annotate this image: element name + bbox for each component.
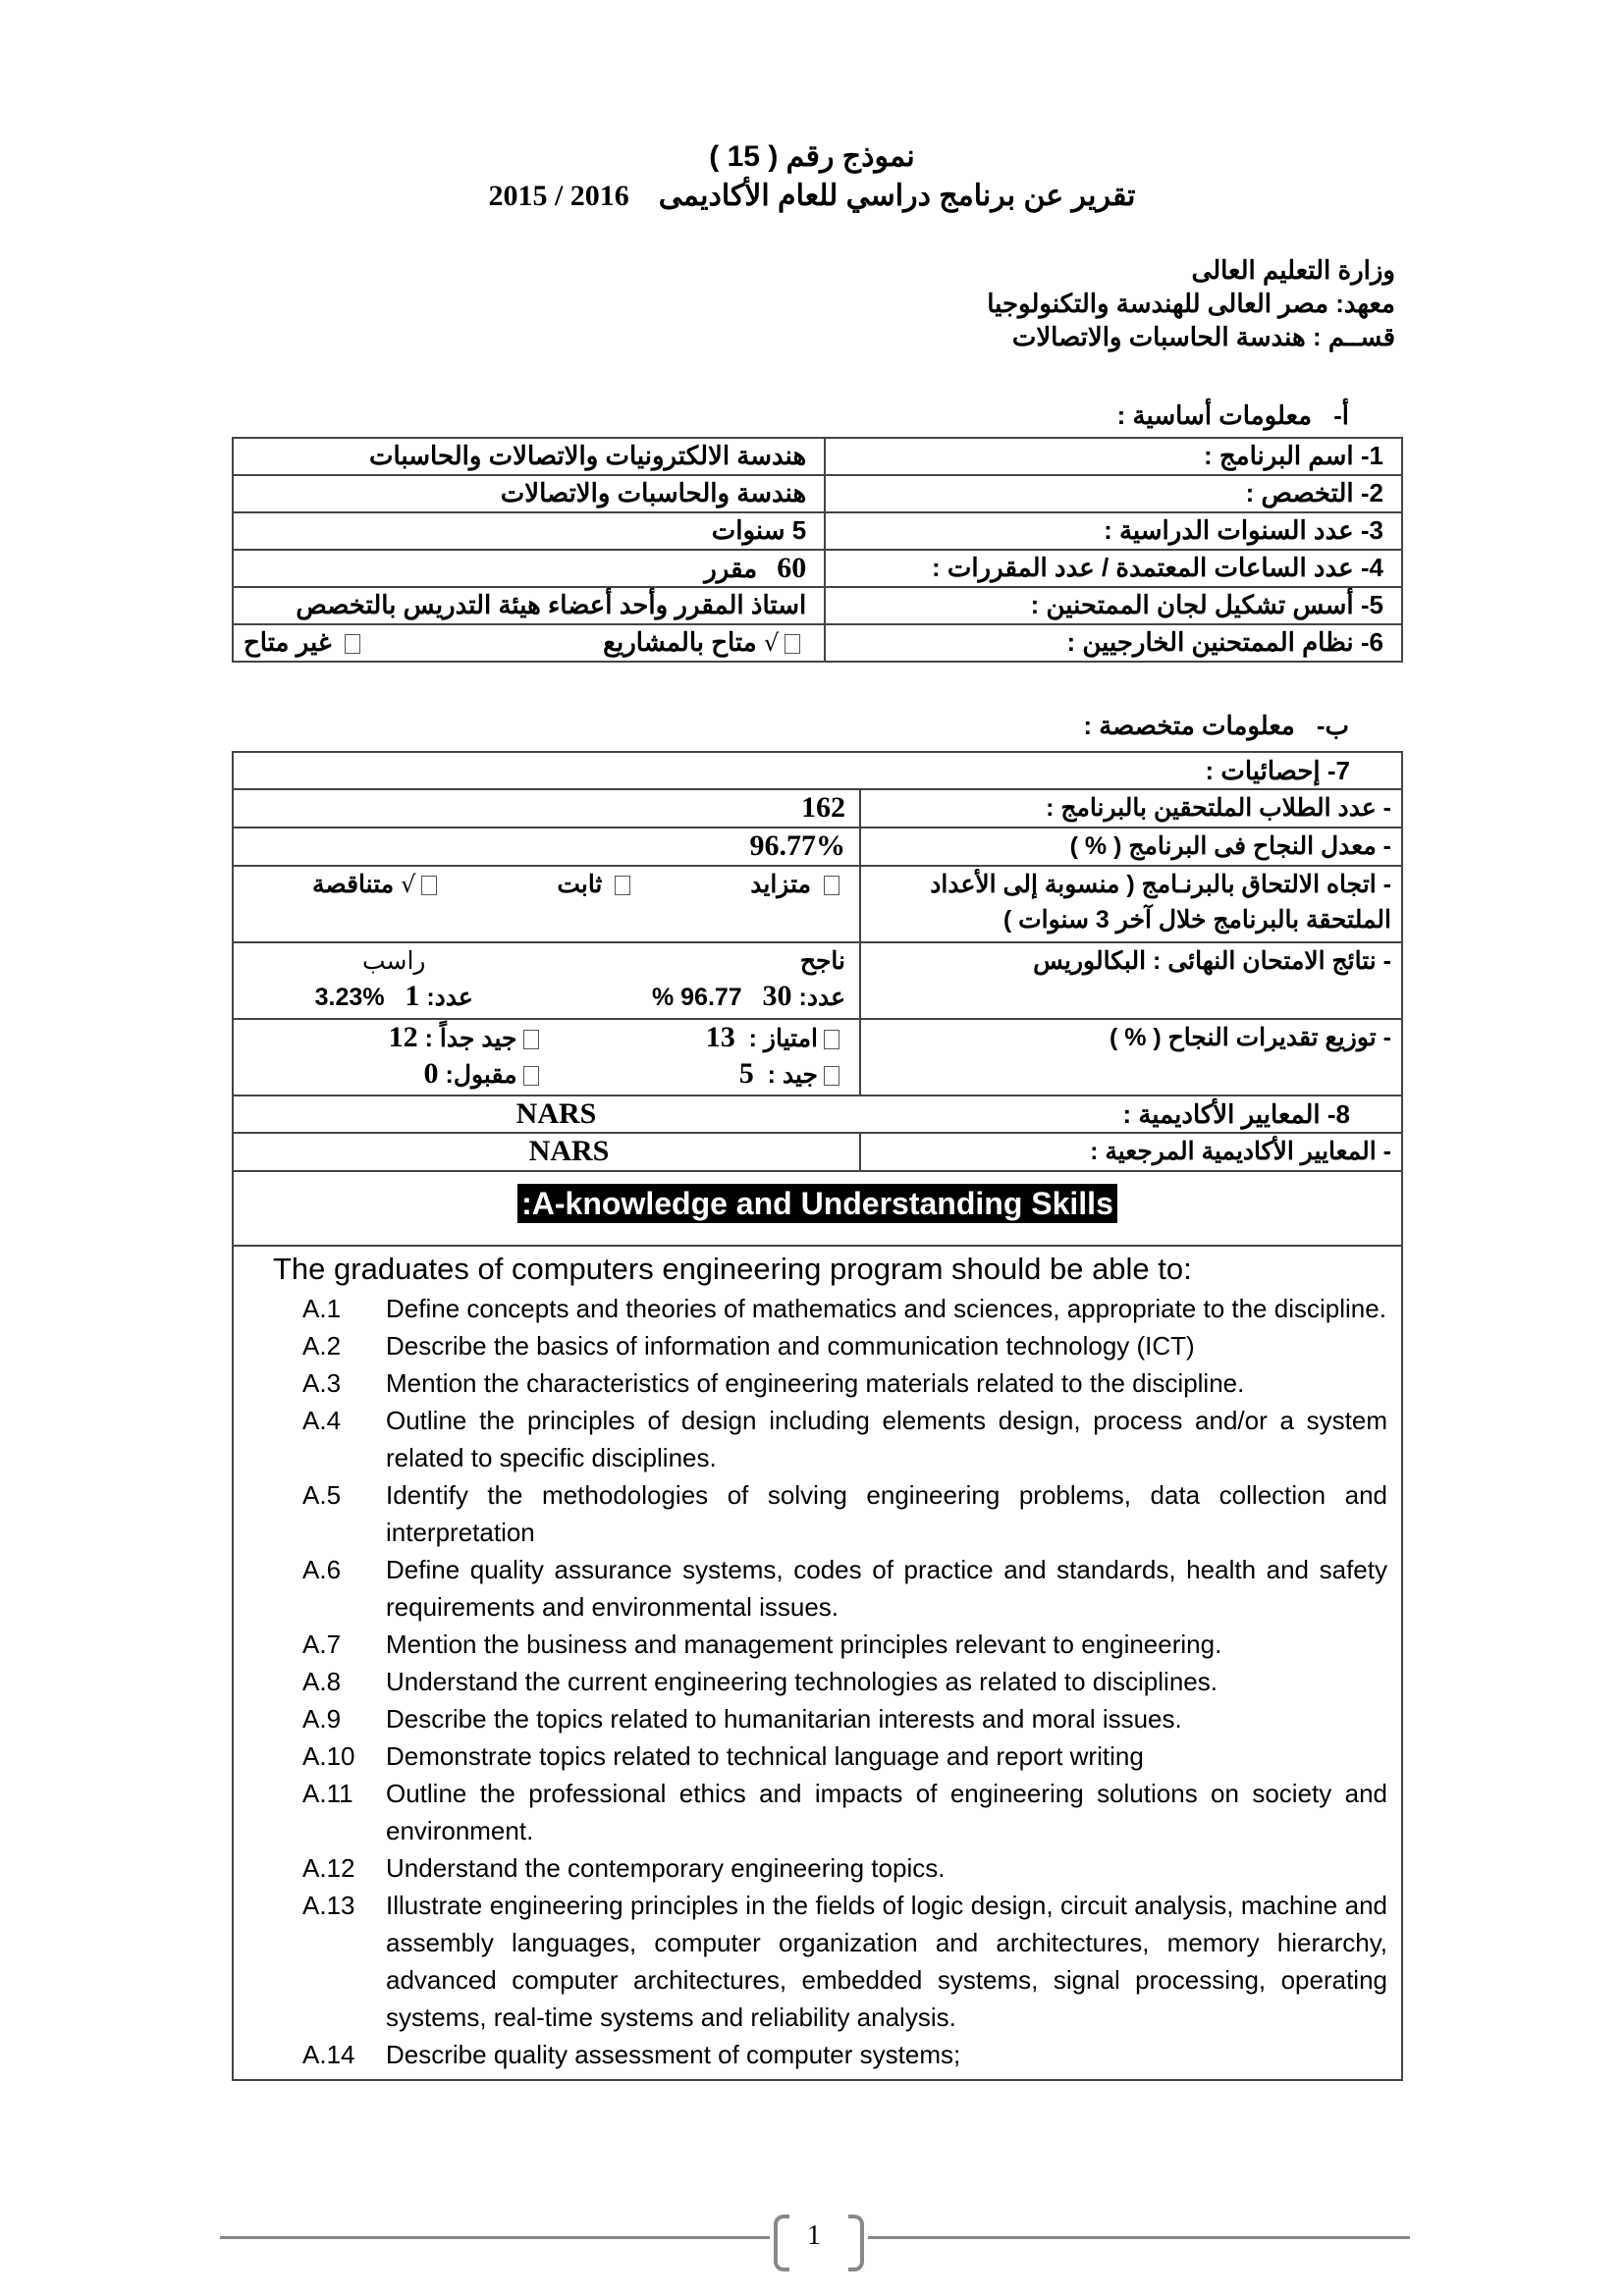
table-row [233, 789, 1402, 828]
program-name-value: هندسة الالكترونيات والاتصالات والحاسبات [233, 438, 825, 475]
standards-label: 8- المعايير الأكاديمية : [1122, 1099, 1350, 1129]
outcome-text: Mention the characteristics of engineering materials related to the discipline. [386, 1368, 1245, 1398]
section-b-title: معلومات متخصصة : [1083, 711, 1295, 740]
outcome-item [273, 1402, 1387, 1476]
failed-title: راسب [361, 947, 426, 975]
failed-count-label: عدد: [426, 984, 473, 1011]
checkbox-checked-icon[interactable] [785, 634, 800, 654]
specialized-info-table [232, 751, 1403, 2081]
enrollment-trend-label: - اتجاه الالتحاق بالبرنـامج ( منسوبة إلى الأعداد الملتحقة بالبرنامج خلال آخر 3 سنوات ) [860, 866, 1402, 942]
enrolled-label: - عدد الطلاب الملتحقين بالبرنامج : [860, 789, 1402, 828]
section-a-letter: أ- [1333, 400, 1349, 430]
grade-very-good [244, 1020, 545, 1056]
failed-column [244, 943, 545, 1015]
external-examiners-label: 6- نظام الممتحنين الخارجيين : [825, 624, 1402, 662]
outcome-code: A.11 [302, 1779, 353, 1808]
trend-option-label: متناقصة [312, 871, 395, 898]
table-row [233, 1133, 1402, 1171]
checkmark-icon: √ [763, 629, 780, 657]
table-row [233, 866, 1402, 942]
examiners-basis-label: 5- أسس تشكيل لجان الممتحنين : [825, 587, 1402, 624]
external-examiners-options [244, 625, 806, 661]
final-exam-results [233, 942, 860, 1019]
checkbox-empty-icon[interactable] [345, 634, 360, 654]
trend-option-label: ثابت [557, 871, 603, 898]
option-available[interactable] [603, 625, 806, 661]
academic-year: 2016 / 2015 [488, 180, 629, 212]
trend-option-decreasing[interactable] [312, 867, 443, 902]
skills-heading: A-knowledge and Understanding Skills: [517, 1184, 1117, 1223]
ref-standards-label: - المعايير الأكاديمية المرجعية : [860, 1133, 1402, 1171]
specialization-label: 2- التخصص : [825, 475, 1402, 512]
passed-title: ناجح [799, 947, 845, 975]
table-row [233, 587, 1402, 624]
section-b-letter: ب- [1316, 711, 1349, 740]
credit-hours-value [233, 550, 825, 587]
outcome-item [273, 1327, 1387, 1364]
section-a-title: معلومات أساسية : [1116, 400, 1313, 430]
table-row [233, 512, 1402, 550]
outcome-code: A.12 [302, 1853, 355, 1883]
table-row [233, 828, 1402, 866]
outcome-code: A.4 [302, 1406, 342, 1435]
form-number: نموذج رقم ( 15 ) [709, 140, 915, 173]
document-title-block [0, 137, 1624, 216]
courses-count: 60 [777, 552, 807, 584]
outcome-text: Understand the current engineering technologies as related to disciplines. [386, 1667, 1218, 1696]
grade-label: امتياز : [748, 1025, 818, 1052]
outcome-code: A.7 [302, 1629, 342, 1659]
grades-distribution-label: - توزيع تقديرات النجاح ( % ) [860, 1019, 1402, 1095]
institute: معهد: مصر العالى للهندسة والتكنولوجيا [987, 289, 1395, 318]
outcome-code: A.1 [302, 1294, 342, 1323]
table-row [233, 752, 1402, 789]
table-row [233, 475, 1402, 512]
outcome-code: A.8 [302, 1667, 342, 1696]
study-years-label: 3- عدد السنوات الدراسية : [825, 512, 1402, 550]
credit-hours-label: 4- عدد الساعات المعتمدة / عدد المقررات : [825, 550, 1402, 587]
outcome-text: Define concepts and theories of mathematics and sciences, appropriate to the discipline. [386, 1294, 1386, 1323]
outcome-item [273, 1737, 1387, 1775]
footer-rule-right [868, 2236, 1410, 2239]
table-row [233, 1095, 1402, 1133]
outcome-code: A.6 [302, 1555, 342, 1584]
checkbox-empty-icon[interactable] [824, 1066, 839, 1086]
grade-label: مقبول: [445, 1061, 517, 1089]
close-bracket-icon [848, 2215, 864, 2271]
ref-standards-value [233, 1133, 860, 1171]
outcome-code: A.9 [302, 1704, 342, 1734]
grade-excellent [545, 1020, 846, 1056]
passed-percent: 96.77 % [651, 984, 742, 1011]
grades-distribution [233, 1019, 860, 1095]
failed-count: 1 [405, 980, 420, 1012]
checkbox-checked-icon[interactable] [421, 876, 437, 895]
checkbox-empty-icon[interactable] [615, 876, 630, 895]
failed-stats [244, 979, 545, 1015]
checkmark-icon: √ [401, 871, 416, 898]
outcome-code: A.10 [302, 1741, 355, 1771]
enrollment-trend-value [233, 866, 860, 942]
grades-row-2 [244, 1056, 845, 1093]
outcome-text: Mention the business and management principles relevant to engineering. [386, 1629, 1222, 1659]
option-unavailable[interactable] [244, 625, 366, 661]
outcome-item [273, 1887, 1387, 2036]
results-columns [244, 943, 845, 1015]
trend-option-stable[interactable] [557, 867, 636, 902]
grade-label: جيد جداً : [424, 1025, 517, 1052]
final-exam-label: - نتائج الامتحان النهائى : البكالوريس [860, 942, 1402, 1019]
grade-value: 5 [738, 1057, 754, 1090]
outcome-item [273, 1476, 1387, 1551]
passed-stats [545, 979, 846, 1015]
pass-rate-value [233, 828, 860, 866]
trend-option-increasing[interactable] [750, 867, 845, 902]
report-title-line [0, 177, 1624, 216]
outcome-item [273, 1290, 1387, 1327]
grade-acceptable [244, 1056, 545, 1093]
open-bracket-icon [774, 2215, 789, 2271]
passed-count-label: عدد: [798, 984, 845, 1011]
trend-options [244, 867, 845, 902]
ministry: وزارة التعليم العالى [1191, 255, 1395, 285]
outcome-text: Define quality assurance systems, codes of practice and standards, health and safety requirements and environmental issues. [386, 1555, 1387, 1622]
outcome-code: A.3 [302, 1368, 342, 1398]
grade-value: 0 [423, 1057, 439, 1090]
outcome-item [273, 1775, 1387, 1849]
trend-option-label: متزايد [750, 871, 812, 898]
failed-percent: %3.23 [314, 984, 385, 1011]
standards-value: NARS [515, 1097, 597, 1130]
page-number: 1 [807, 2220, 821, 2251]
grade-label: جيد : [767, 1061, 818, 1089]
checkbox-empty-icon[interactable] [523, 1030, 539, 1049]
table-row [233, 1246, 1402, 2080]
academic-standards-row [233, 1095, 1402, 1133]
option-available-label: متاح بالمشاريع [603, 627, 757, 657]
outcome-text: Understand the contemporary engineering topics. [386, 1853, 946, 1883]
outcome-item [273, 1849, 1387, 1887]
pass-rate-label: - معدل النجاح فى البرنامج ( % ) [860, 828, 1402, 866]
table-row [233, 1019, 1402, 1095]
page-footer [220, 2209, 1410, 2268]
option-unavailable-label: غير متاح [244, 627, 332, 657]
table-row [233, 1171, 1402, 1246]
outcome-text: Describe the topics related to humanitarian interests and moral issues. [386, 1704, 1182, 1734]
grade-value: 12 [388, 1021, 418, 1053]
checkbox-empty-icon[interactable] [523, 1066, 539, 1086]
outcome-item [273, 1551, 1387, 1626]
outcome-code: A.2 [302, 1331, 342, 1361]
outcome-item [273, 1626, 1387, 1663]
outcome-code: A.14 [302, 2040, 355, 2069]
report-title: تقرير عن برنامج دراسي للعام الأكاديمى [658, 180, 1136, 212]
checkbox-empty-icon[interactable] [824, 1030, 839, 1049]
outcome-text: Illustrate engineering principles in the fields of logic design, circuit analysis, machine and assembly languages, computer organization and architectures, memory hierarchy, advanced computer architectures, embedded systems, signal processing, operating systems, real-time systems and reliability analysis. [386, 1891, 1387, 2032]
enrolled-value [233, 789, 860, 828]
department: قســم : هندسة الحاسبات والاتصالات [1011, 322, 1395, 351]
passed-count: 30 [762, 980, 792, 1012]
outcome-item [273, 2036, 1387, 2073]
enrolled-count: 162 [801, 791, 845, 824]
table-row [233, 550, 1402, 587]
external-examiners-value [233, 624, 825, 662]
outcome-item [273, 1700, 1387, 1737]
outcome-text: Identify the methodologies of solving engineering problems, data collection and interpretation [386, 1480, 1387, 1547]
outcome-item [273, 1663, 1387, 1700]
outcome-code: A.5 [302, 1480, 342, 1510]
outcome-item [273, 1364, 1387, 1402]
skills-heading-cell [233, 1171, 1402, 1246]
footer-rule-left [220, 2236, 770, 2239]
outcome-text: Outline the principles of design including elements design, process and/or a system related to specific disciplines. [386, 1406, 1387, 1472]
checkbox-empty-icon[interactable] [824, 876, 839, 895]
study-years-value: 5 سنوات [233, 512, 825, 550]
institution-info [987, 253, 1395, 353]
outcome-code: A.13 [302, 1891, 355, 1920]
outcome-text: Demonstrate topics related to technical language and report writing [386, 1741, 1144, 1771]
ref-standards: NARS [528, 1135, 610, 1167]
section-a-heading [1117, 400, 1349, 431]
program-name-label: 1- اسم البرنامج : [825, 438, 1402, 475]
examiners-basis-value: استاذ المقرر وأحد أعضاء هيئة التدريس بالتخصص [233, 587, 825, 624]
outcomes-intro: The graduates of computers engineering program should be able to: [273, 1252, 1192, 1286]
passed-column [545, 943, 846, 1015]
table-row [233, 438, 1402, 475]
table-row [233, 942, 1402, 1019]
specialization-value: هندسة والحاسبات والاتصالات [233, 475, 825, 512]
outcome-text: Describe quality assessment of computer systems; [386, 2040, 961, 2069]
grade-good [545, 1056, 846, 1093]
outcome-text: Describe the basics of information and communication technology (ICT) [386, 1331, 1195, 1361]
pass-rate: 96.77% [749, 829, 845, 862]
statistics-heading: 7- إحصائيات : [233, 752, 1402, 789]
learning-outcomes-cell [233, 1246, 1402, 2080]
courses-unit: مقرر [704, 554, 758, 583]
grade-value: 13 [705, 1021, 735, 1053]
outcome-text: Outline the professional ethics and impacts of engineering solutions on society and environment. [386, 1779, 1387, 1845]
table-row [233, 624, 1402, 662]
basic-info-table [232, 437, 1403, 663]
grades-row-1 [244, 1020, 845, 1056]
section-b-heading [1083, 711, 1349, 741]
